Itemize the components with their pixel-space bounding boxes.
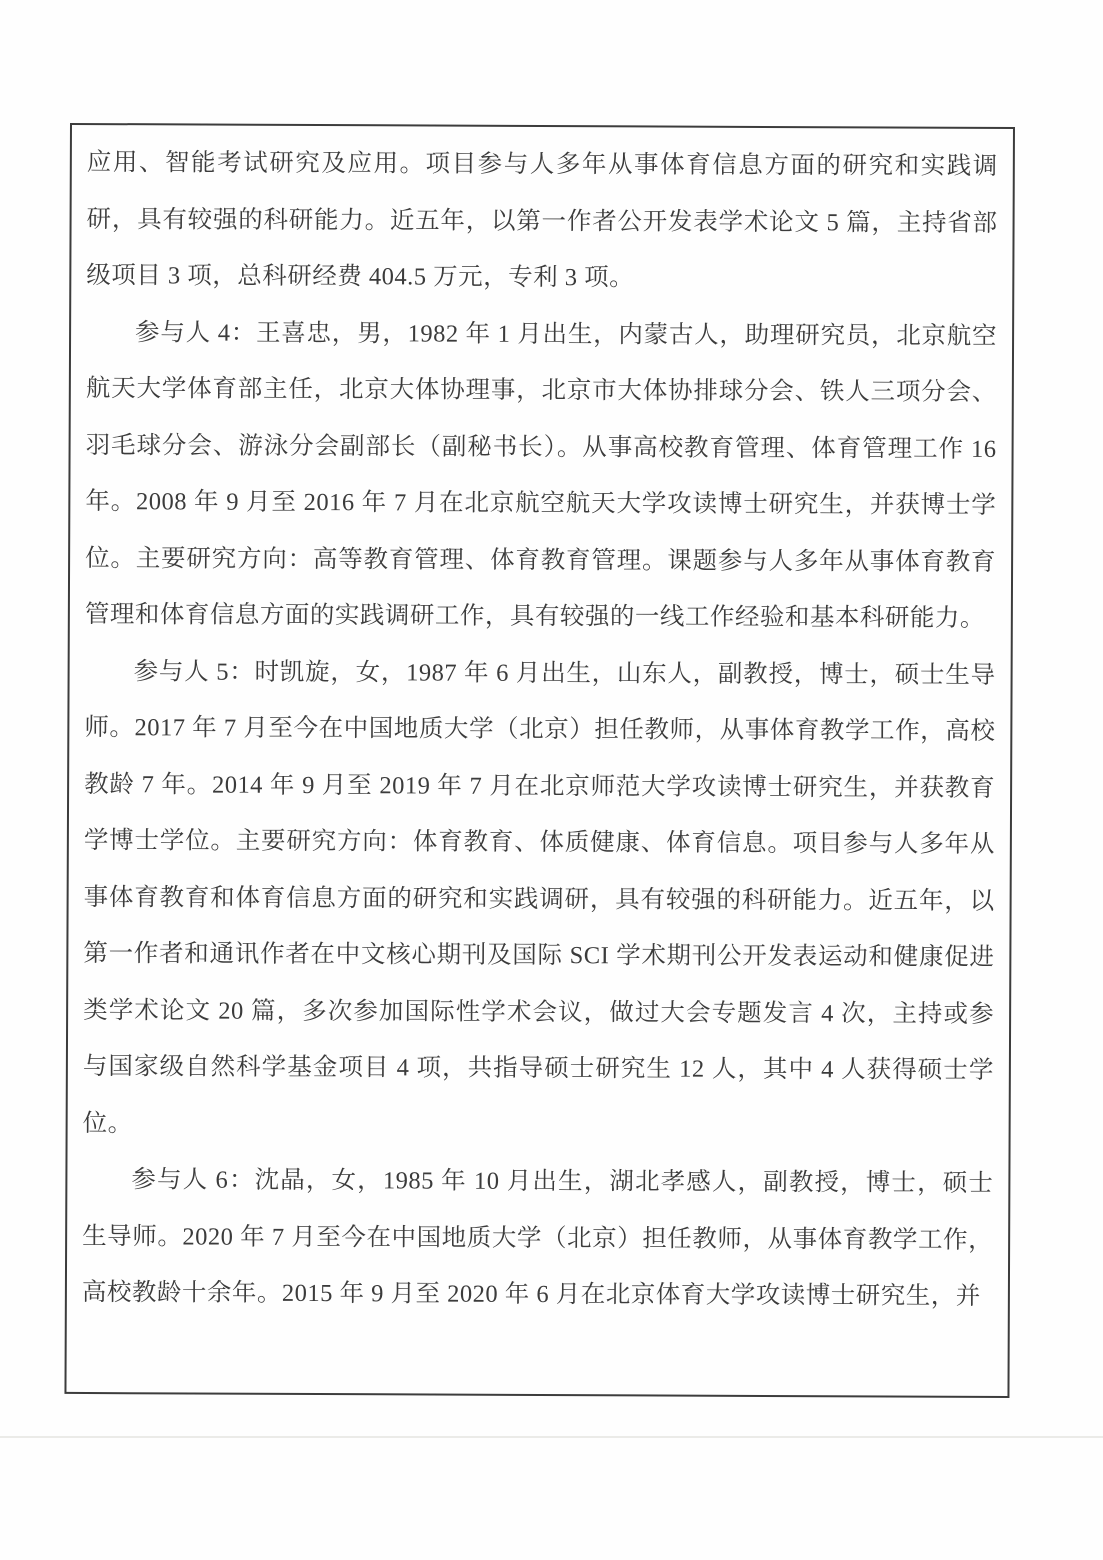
document-border-box: [64, 123, 1015, 1398]
paragraph-participant-3-continuation: 应用、智能考试研究及应用。项目参与人多年从事体育信息方面的研究和实践调研，具有较强的科研能力。近五年，以第一作者公开发表学术论文 5 篇，主持省部级项目 3 项，总科研经费 404.5 万元，专利 3 项。: [86, 149, 998, 292]
paragraph-participant-6: 参与人 6：沈晶，女，1985 年 10 月出生，湖北孝感人，副教授，博士，硕士生导师。2020 年 7 月至今在中国地质大学（北京）担任教师，从事体育教学工作，高校教龄十余年。2015 年 9 月至 2020 年 6 月在北京体育大学攻读博士研究生，并: [81, 1166, 994, 1310]
scan-artifact-line: [0, 1436, 1103, 1438]
paragraph-participant-4: 参与人 4：王喜忠，男，1982 年 1 月出生，内蒙古人，助理研究员，北京航空航天大学体育部主任，北京大体协理事，北京市大体协排球分会、铁人三项分会、羽毛球分会、游泳分会副部长（副秘书长）。从事高校教育管理、体育管理工作 16 年。2008 年 9 月至 2016 年 7 月在北京航空航天大学攻读博士研究生，并获博士学位。主要研究方向：高等教育管理、体育教育管理。课题参与人多年从事体育教育管理和体育信息方面的实践调研工作，具有较强的一线工作经验和基本科研能力。: [84, 318, 998, 632]
paragraph-participant-5: 参与人 5：时凯旋，女，1987 年 6 月出生，山东人，副教授，博士，硕士生导师。2017 年 7 月至今在中国地质大学（北京）担任教师，从事体育教学工作，高校教龄 7 年。2014 年 9 月至 2019 年 7 月在北京师范大学攻读博士研究生，并获教育学博士学位。主要研究方向：体育教育、体质健康、体育信息。项目参与人多年从事体育教育和体育信息方面的研究和实践调研，具有较强的科研能力。近五年，以第一作者和通讯作者在中文核心期刊及国际 SCI 学术期刊公开发表运动和健康促进类学术论文 20 篇，多次参加国际性学术会议，做过大会专题发言 4 次，主持或参与国家级自然科学基金项目 4 项，共指导硕士研究生 12 人，其中 4 人获得硕士学位。: [82, 657, 996, 1137]
